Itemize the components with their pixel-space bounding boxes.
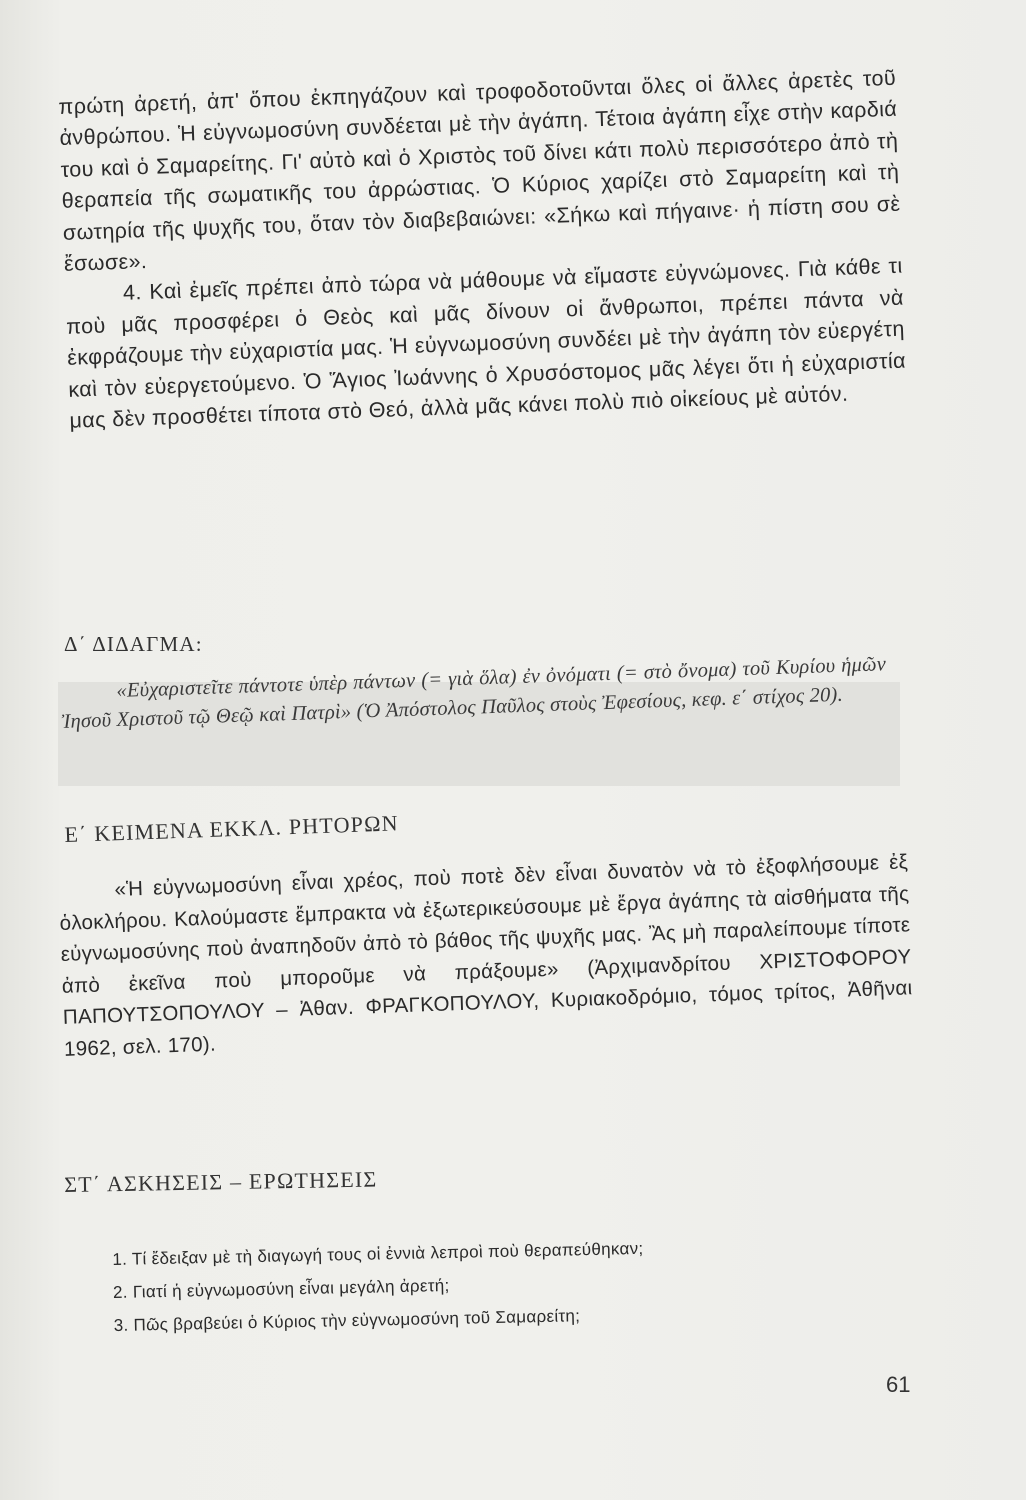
- paragraph-virtue: πρώτη ἀρετή, ἀπ' ὅπου ἐκπηγάζουν καὶ τροφοδοτοῦνται ὅλες οἱ ἄλλες ἀρετὲς τοῦ ἀνθρώπου. Ἡ εὐγνωμοσύνη συνδέεται μὲ τὴν ἀγάπη. Τέτοια ἀγάπη εἶχε στὴν καρδιά του καὶ ὁ Σαμαρείτης. Γι' αὐτὸ καὶ ὁ Χριστὸς τοῦ δίνει κάτι πολὺ περισσότερο ἀπὸ τὴ θεραπεία τῆς σωματικῆς του ἀρρώστιας. Ὁ Κύριος χαρίζει στὸ Σαμαρείτη καὶ τὴ σωτηρία τῆς ψυχῆς του, ὅταν τὸν διαβεβαιώνει: «Σήκω καὶ πήγαινε· ἡ πίστη σου σὲ ἔσωσε».: [58, 65, 901, 276]
- heading-exercises: ΣΤ΄ ΑΣΚΗΣΕΙΣ – ΕΡΩΤΗΣΕΙΣ: [64, 1166, 378, 1197]
- heading-ecclesiastical-texts: Ε΄ ΚΕΙΜΕΝΑ ΕΚΚΛ. ΡΗΤΟΡΩΝ: [64, 810, 400, 847]
- paragraph-gratitude: 4. Καὶ ἐμεῖς πρέπει ἀπὸ τώρα νὰ μάθουμε νὰ εἴμαστε εὐγνώμονες. Γιὰ κάθε τι ποὺ μᾶς προσφέρει ὁ Θεὸς καὶ μᾶς δίνουν οἱ ἄνθρωποι, πρέπει πάντα νὰ ἐκφράζουμε τὴν εὐχαριστία μας. Ἡ εὐγνωμοσύνη συνδέει μὲ τὴν ἀγάπη τὸν εὐεργέτη καὶ τὸν εὐεργετούμενο. Ὁ Ἅγιος Ἰωάννης ὁ Χρυσόστομος μᾶς λέγει ὅτι ἡ εὐχαριστία μας δὲν προσθέτει τίποτα στὸ Θεό, ἀλλὰ μᾶς κάνει πολὺ πιὸ οἰκείους μὲ αὐτόν.: [65, 254, 907, 433]
- page-number: 61: [886, 1372, 911, 1397]
- heading-didagma: Δ΄ ΔΙΔΑΓΜΑ:: [64, 632, 203, 656]
- exercise-question: 1. Τί ἔδειξαν μὲ τὴ διαγωγή τους οἱ ἐννιὰ λεπροὶ ποὺ θεραπεύθηκαν;: [112, 1238, 644, 1269]
- intro-text: [58, 63, 908, 438]
- sermon-citation: «Ἡ εὐγνωμοσύνη εἶναι χρέος, ποὺ ποτὲ δὲν εἶναι δυνατὸν νὰ τὸ ἐξοφλήσουμε ἐξ ὁλοκλήρου. Καλούμαστε ἔμπρακτα νὰ ἐξωτερικεύσουμε μὲ ἔργα ἀγάπης τὰ αἰσθήματα τῆς εὐγνωμοσύνης ποὺ ἀναπηδοῦν ἀπὸ τὸ βάθος τῆς ψυχῆς μας. Ἂς μὴ παραλείπουμε τίποτε ἀπὸ ἐκεῖνα ποὺ μποροῦμε νὰ πράξουμε» (Ἀρχιμανδρίτου ΧΡΙΣΤΟΦΟΡΟΥ ΠΑΠΟΥΤΣΟΠΟΥΛΟΥ – Ἀθαν. ΦΡΑΓΚΟΠΟΥΛΟΥ, Κυριακοδρόμιο, τόμος τρίτος, Ἀθῆναι 1962, σελ. 170).: [59, 850, 913, 1061]
- exercise-question: 2. Γιατί ἡ εὐγνωμοσύνη εἶναι μεγάλη ἀρετή;: [112, 1275, 450, 1302]
- exercise-list: [112, 1227, 894, 1342]
- exercise-question: 3. Πῶς βραβεύει ὁ Κύριος τὴν εὐγνωμοσύνη τοῦ Σαμαρείτη;: [113, 1306, 581, 1335]
- scripture-quote: «Εὐχαριστεῖτε πάντοτε ὑπὲρ πάντων (= γιὰ ὅλα) ἐν ὀνόματι (= στὸ ὄνομα) τοῦ Κυρίου ἡμῶν Ἰησοῦ Χριστοῦ τῷ Θεῷ καὶ Πατρὶ» (Ὁ Ἀπόστολος Παῦλος στοὺς Ἐφεσίους, κεφ. ε΄ στίχος 20).: [61, 653, 887, 733]
